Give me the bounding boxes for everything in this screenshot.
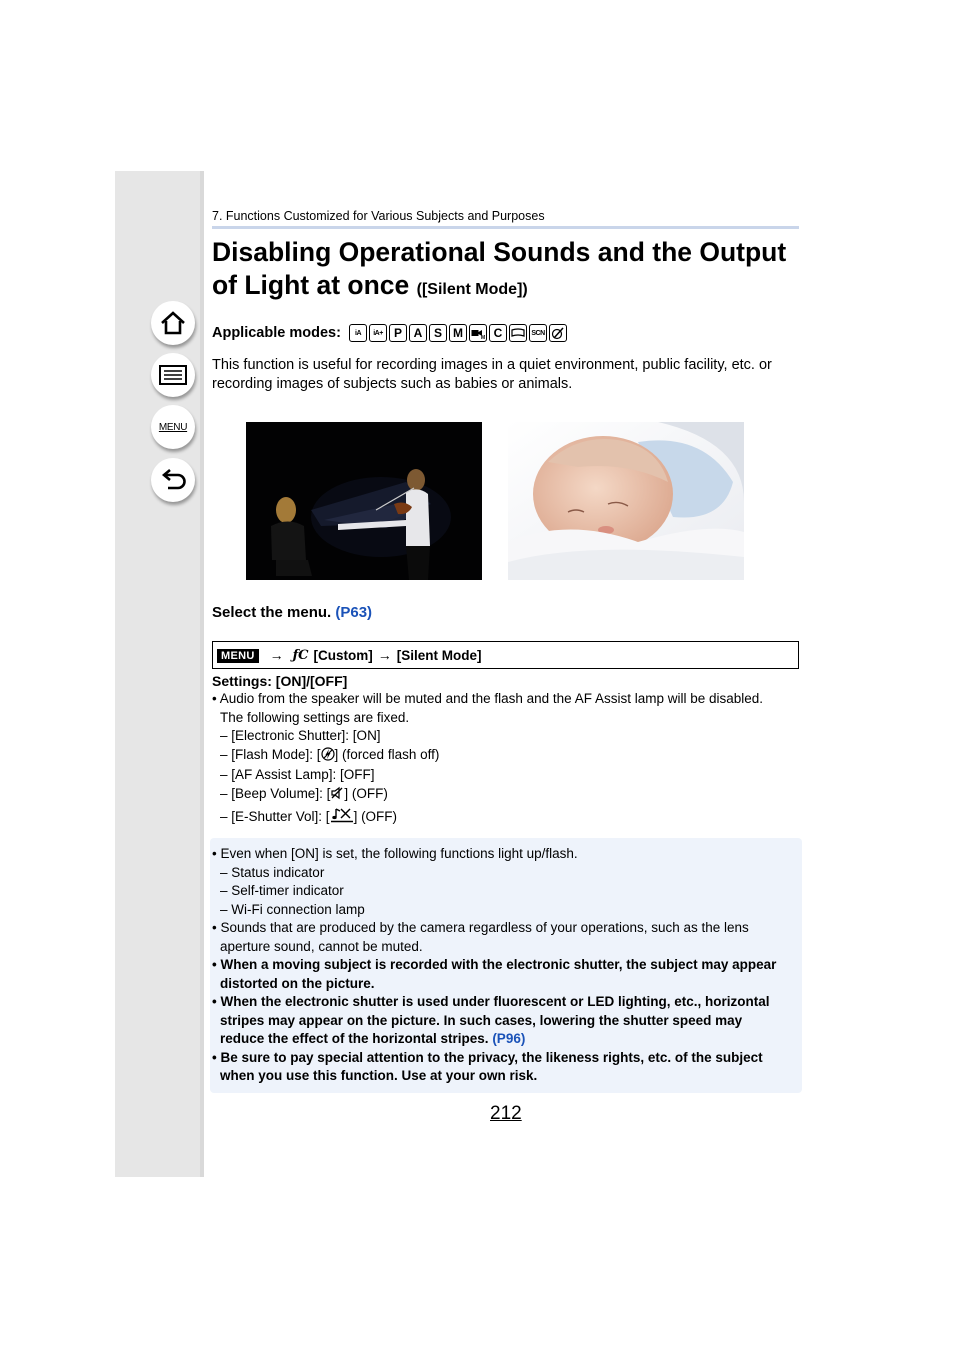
- note-2-line-2: aperture sound, cannot be muted.: [220, 938, 423, 954]
- select-menu-label: Select the menu.: [212, 604, 332, 621]
- note-4-link[interactable]: (P96): [492, 1031, 526, 1046]
- svg-text:M: M: [481, 335, 485, 339]
- mode-p-icon: P: [389, 324, 407, 342]
- setting-e-shutter-vol-post: ] (OFF): [353, 808, 398, 824]
- chapter-divider: [212, 226, 799, 229]
- note-4-line-3-text: reduce the effect of the horizontal stripes.: [220, 1031, 489, 1046]
- note-2-line-1: • Sounds that are produced by the camera regardless of your operations, such as the lens: [212, 920, 749, 935]
- back-button[interactable]: [151, 458, 195, 502]
- title-line-2-text: of Light at once: [212, 270, 410, 300]
- select-menu-link[interactable]: (P63): [335, 604, 373, 621]
- sidebar-edge: [200, 171, 204, 1177]
- note-text: [212, 845, 800, 1086]
- settings-bullet-line-1: • Audio from the speaker will be muted and the flash and the AF Assist lamp will be disabled.: [212, 691, 764, 706]
- note-1-self-timer-indicator: – Self-timer indicator: [220, 883, 344, 898]
- mode-scn-icon: SCN: [529, 324, 547, 342]
- list-icon: [158, 363, 188, 387]
- intro-line-2: recording images of subjects such as babies or animals.: [212, 375, 573, 392]
- note-5-line-2: when you use this function. Use at your own risk.: [220, 1068, 538, 1083]
- mode-m-icon: M: [449, 324, 467, 342]
- applicable-modes-label: Applicable modes:: [212, 325, 341, 341]
- intro-text: [212, 356, 802, 393]
- back-icon: [159, 467, 187, 493]
- menu-path-box: [212, 641, 799, 669]
- select-menu-heading: [212, 604, 372, 621]
- settings-bullet-line-2: The following settings are fixed.: [220, 709, 410, 725]
- contents-list-button[interactable]: [151, 353, 195, 397]
- menu-button[interactable]: [151, 405, 195, 449]
- menu-path-custom: [Custom]: [313, 647, 373, 663]
- mode-s-icon: S: [429, 324, 447, 342]
- setting-flash-mode-pre: – [Flash Mode]: [: [220, 746, 321, 762]
- mode-ia-icon: iA: [349, 324, 367, 342]
- page-number: 212: [490, 1103, 522, 1124]
- custom-menu-icon: ƒC: [292, 647, 309, 663]
- settings-list: [212, 690, 802, 828]
- menu-icon: MENU: [158, 421, 188, 433]
- setting-flash-mode: [212, 746, 802, 767]
- mode-c-icon: C: [489, 324, 507, 342]
- note-1-status-indicator: – Status indicator: [220, 864, 325, 880]
- mode-ia-plus-icon: iA+: [369, 324, 387, 342]
- note-4-line-3: [212, 1030, 800, 1049]
- setting-af-assist-lamp: – [AF Assist Lamp]: [OFF]: [220, 767, 375, 783]
- menu-path-arrow-1: →: [269, 647, 284, 663]
- setting-flash-mode-post: ] (forced flash off): [334, 746, 440, 762]
- home-button[interactable]: [151, 301, 195, 345]
- setting-beep-volume: [212, 785, 802, 806]
- settings-heading: Settings: [ON]/[OFF]: [212, 673, 348, 689]
- note-4-line-1: • When the electronic shutter is used under fluorescent or LED lighting, etc., horizontal: [212, 994, 770, 1009]
- menu-chip-icon: MENU: [217, 649, 259, 663]
- menu-path-arrow-2: →: [377, 647, 392, 663]
- menu-path-silent-mode: [Silent Mode]: [396, 647, 482, 663]
- mode-movie-m-icon: [469, 324, 487, 342]
- setting-e-shutter-vol-pre: – [E-Shutter Vol]: [: [220, 808, 330, 824]
- mode-panorama-icon: [509, 324, 527, 342]
- note-5-line-1: • Be sure to pay special attention to the privacy, the likeness rights, etc. of the subject: [212, 1049, 763, 1065]
- concert-photo: [246, 422, 482, 580]
- note-3-line-2: distorted on the picture.: [220, 975, 375, 991]
- setting-electronic-shutter: – [Electronic Shutter]: [ON]: [220, 728, 381, 744]
- beep-off-icon: [330, 786, 344, 806]
- note-4-line-2: stripes may appear on the picture. In such cases, lowering the shutter speed may: [220, 1012, 743, 1028]
- mode-creative-icon: [549, 324, 567, 342]
- intro-line-1: This function is useful for recording images in a quiet environment, public facility, etc. or: [212, 357, 772, 373]
- note-1: • Even when [ON] is set, the following functions light up/flash.: [212, 846, 578, 861]
- chapter-title: 7. Functions Customized for Various Subjects and Purposes: [212, 209, 545, 223]
- setting-beep-volume-pre: – [Beep Volume]: [: [220, 785, 331, 801]
- title-line-1: Disabling Operational Sounds and the Output: [212, 237, 787, 267]
- flash-off-icon: [321, 747, 335, 767]
- title-subtitle: ([Silent Mode]): [416, 281, 528, 298]
- setting-beep-volume-post: ] (OFF): [344, 785, 388, 801]
- setting-e-shutter-vol: [212, 806, 802, 829]
- applicable-modes: [349, 324, 567, 342]
- title-line-2: [212, 269, 812, 306]
- sleeping-baby-photo: [508, 422, 744, 580]
- note-3-line-1: • When a moving subject is recorded with the electronic shutter, the subject may appear: [212, 957, 777, 972]
- home-icon: [159, 309, 187, 337]
- note-1-wifi-lamp: – Wi-Fi connection lamp: [220, 901, 365, 917]
- e-shutter-off-icon: [330, 806, 354, 829]
- page-title: [212, 236, 812, 306]
- mode-a-icon: A: [409, 324, 427, 342]
